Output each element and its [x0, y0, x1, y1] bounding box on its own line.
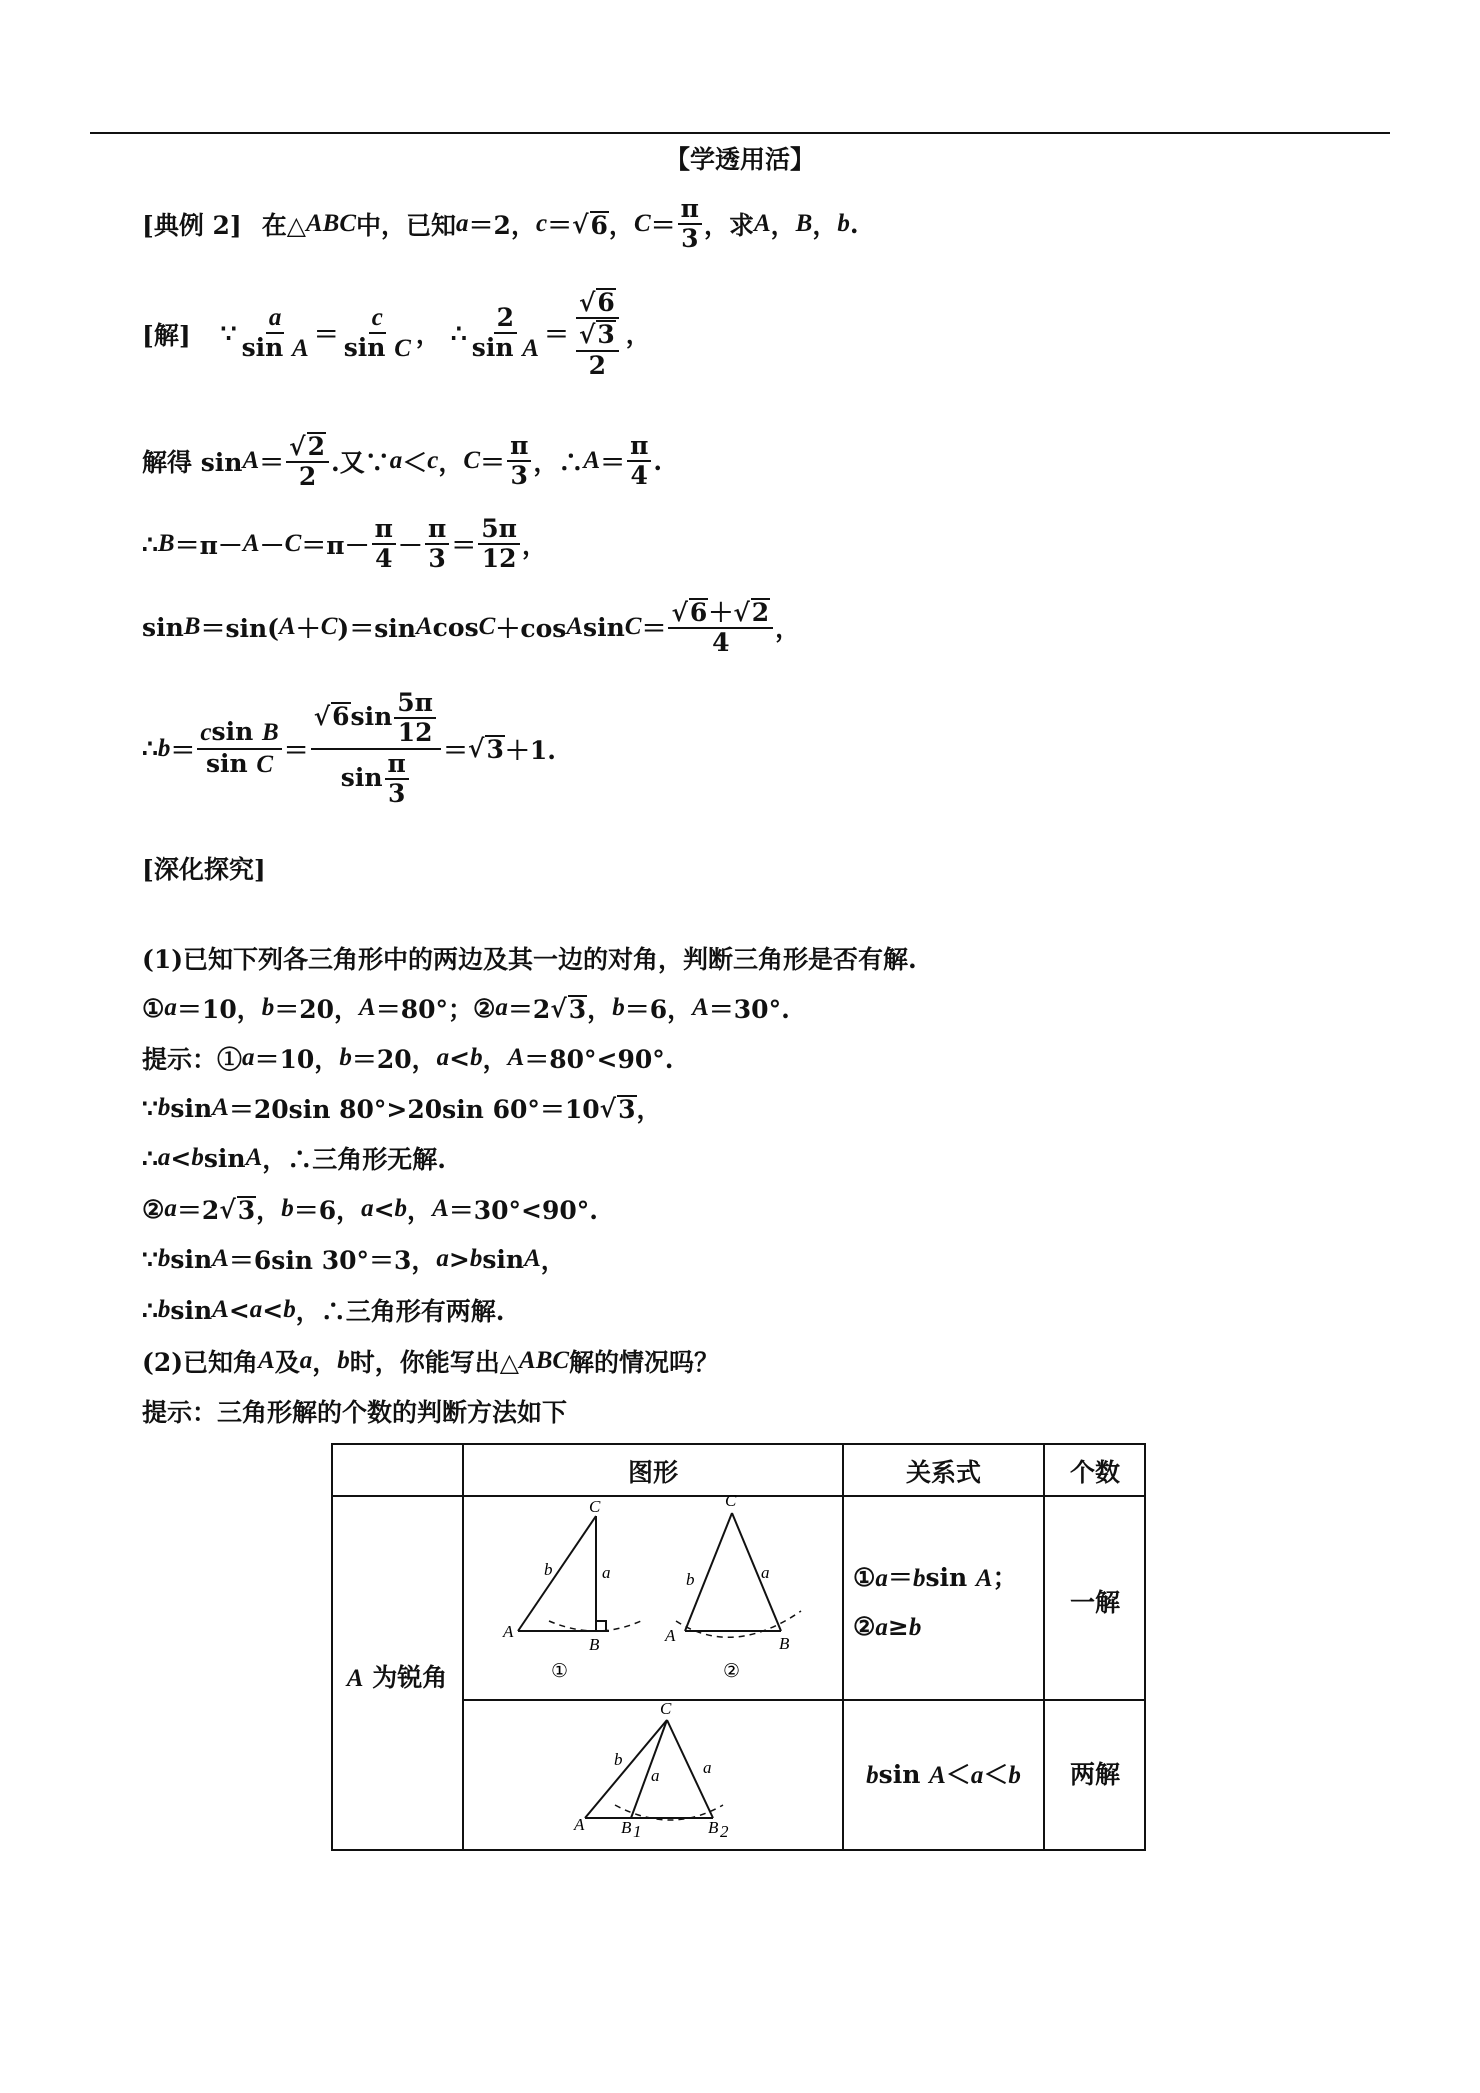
- svg-text:a: a: [761, 1563, 770, 1582]
- svg-text:A: A: [574, 1815, 585, 1834]
- hint-line-5: ∵ b sin A ＝6sin 30°＝3， a > b sin A ，: [142, 1244, 566, 1275]
- hint-line-4: ② a ＝2 √ 3 ， b ＝6， a < b ， A ＝30°<90°.: [142, 1194, 598, 1225]
- svg-text:a: a: [703, 1758, 712, 1777]
- step-line-4: ∴ b ＝ $\frac{\text{csin B}}{\text{sin C}}$ ＝ √6sin $\frac{5\pi}{12}$ sin $\frac{\pi}{3}$ ＝ √ 3 ＋1.: [142, 688, 556, 808]
- triangle-diagram-1: [518, 1516, 641, 1631]
- fraction: $\frac{\pi}{3}$: [678, 196, 702, 253]
- svg-text:C: C: [660, 1699, 672, 1718]
- svg-text:b: b: [614, 1750, 623, 1769]
- solution-count-table: [331, 1443, 1146, 1851]
- svg-text:A: A: [665, 1626, 676, 1645]
- svg-text:B: B: [779, 1634, 790, 1653]
- relation-one-solution: ①a＝bsin A； ②a≥b: [853, 1563, 1018, 1641]
- question-2: (2)已知角 A 及 a ， b 时，你能写出△ ABC 解的情况吗？: [142, 1347, 720, 1377]
- step-line-1: 解得 sin A ＝ $\frac{√2}{2}$ .又∵ a ＜ c ， C ＝ $\frac{\pi}{3}$ ，∴ A ＝ $\frac{\pi}{4}$ .: [142, 431, 663, 492]
- svg-text:b: b: [544, 1560, 553, 1579]
- question-1: (1)已知下列各三角形中的两边及其一边的对角，判断三角形是否有解.: [142, 945, 917, 974]
- row-label-acute: A 为锐角: [346, 1663, 448, 1692]
- svg-text:A: A: [503, 1622, 514, 1641]
- svg-text:b: b: [686, 1570, 695, 1589]
- example-statement: [典例 2] 在△ ABC 中，已知 a ＝2， c ＝ √ 6 ， C ＝ $\frac{\pi}{3}$ ，求 A ， B ， b .: [142, 194, 859, 254]
- svg-text:B: B: [708, 1818, 719, 1837]
- svg-text:B: B: [621, 1818, 632, 1837]
- section-title: 【学透用活】: [664, 145, 815, 174]
- top-rule: [90, 132, 1390, 134]
- figure-number-2: ②: [723, 1660, 741, 1682]
- svg-text:a: a: [651, 1766, 660, 1785]
- solution-line: [解] ∵ $\frac{a}{\text{sin A}}$ ＝ $\frac{c}{\text{sin C}}$ ， ∴ $\frac{2}{\text{sin A}}$ ＝ $\frac{√6}{\frac{√3}{2}}$ ，: [142, 288, 651, 380]
- hint-line-1: 提示：① a ＝10， b ＝20， a < b ， A ＝80°<90°.: [142, 1043, 674, 1074]
- hint-2: 提示：三角形解的个数的判断方法如下: [142, 1398, 568, 1427]
- count-two-solutions: 两解: [1069, 1760, 1120, 1789]
- svg-text:a: a: [602, 1563, 611, 1582]
- step-line-2: ∴ B ＝π－ A － C ＝π－ $\frac{\pi}{4}$ － $\frac{\pi}{3}$ ＝ $\frac{5\pi}{12}$ ，: [142, 514, 547, 574]
- svg-text:B: B: [589, 1635, 600, 1654]
- explore-label: [深化探究]: [142, 855, 266, 884]
- svg-text:2: 2: [720, 1822, 729, 1841]
- hint-line-2: ∵ b sin A ＝20sin 80°>20sin 60°＝10 √ 3 ，: [142, 1093, 662, 1124]
- cases-line: ① a ＝10， b ＝20， A ＝80°； ② a ＝2 √ 3 ， b ＝6， A ＝30°.: [142, 993, 790, 1024]
- svg-text:C: C: [725, 1491, 737, 1510]
- header-count: 个数: [1069, 1458, 1120, 1487]
- svg-text:1: 1: [633, 1822, 642, 1841]
- figure-number-1: ①: [551, 1660, 569, 1682]
- relation-two-solutions: bsin A＜a＜b: [866, 1760, 1021, 1789]
- header-relation: 关系式: [905, 1458, 981, 1487]
- count-one-solution: 一解: [1069, 1588, 1120, 1617]
- solution-label: [解]: [142, 321, 191, 350]
- hint-line-3: ∴ a < b sin A ，∴三角形无解.: [142, 1143, 447, 1174]
- header-figure: 图形: [627, 1458, 678, 1487]
- step-line-3: sin B ＝sin( A ＋ C )＝sin A cos C ＋cos A sin C ＝ $\frac{√6+√2}{4}$ ，: [142, 598, 801, 658]
- hint-line-6: ∴ b sin A < a < b ，∴三角形有两解.: [142, 1295, 505, 1326]
- svg-text:C: C: [589, 1497, 601, 1516]
- example-label: [典例 2]: [142, 211, 242, 241]
- triangle-diagram-2: [676, 1513, 801, 1637]
